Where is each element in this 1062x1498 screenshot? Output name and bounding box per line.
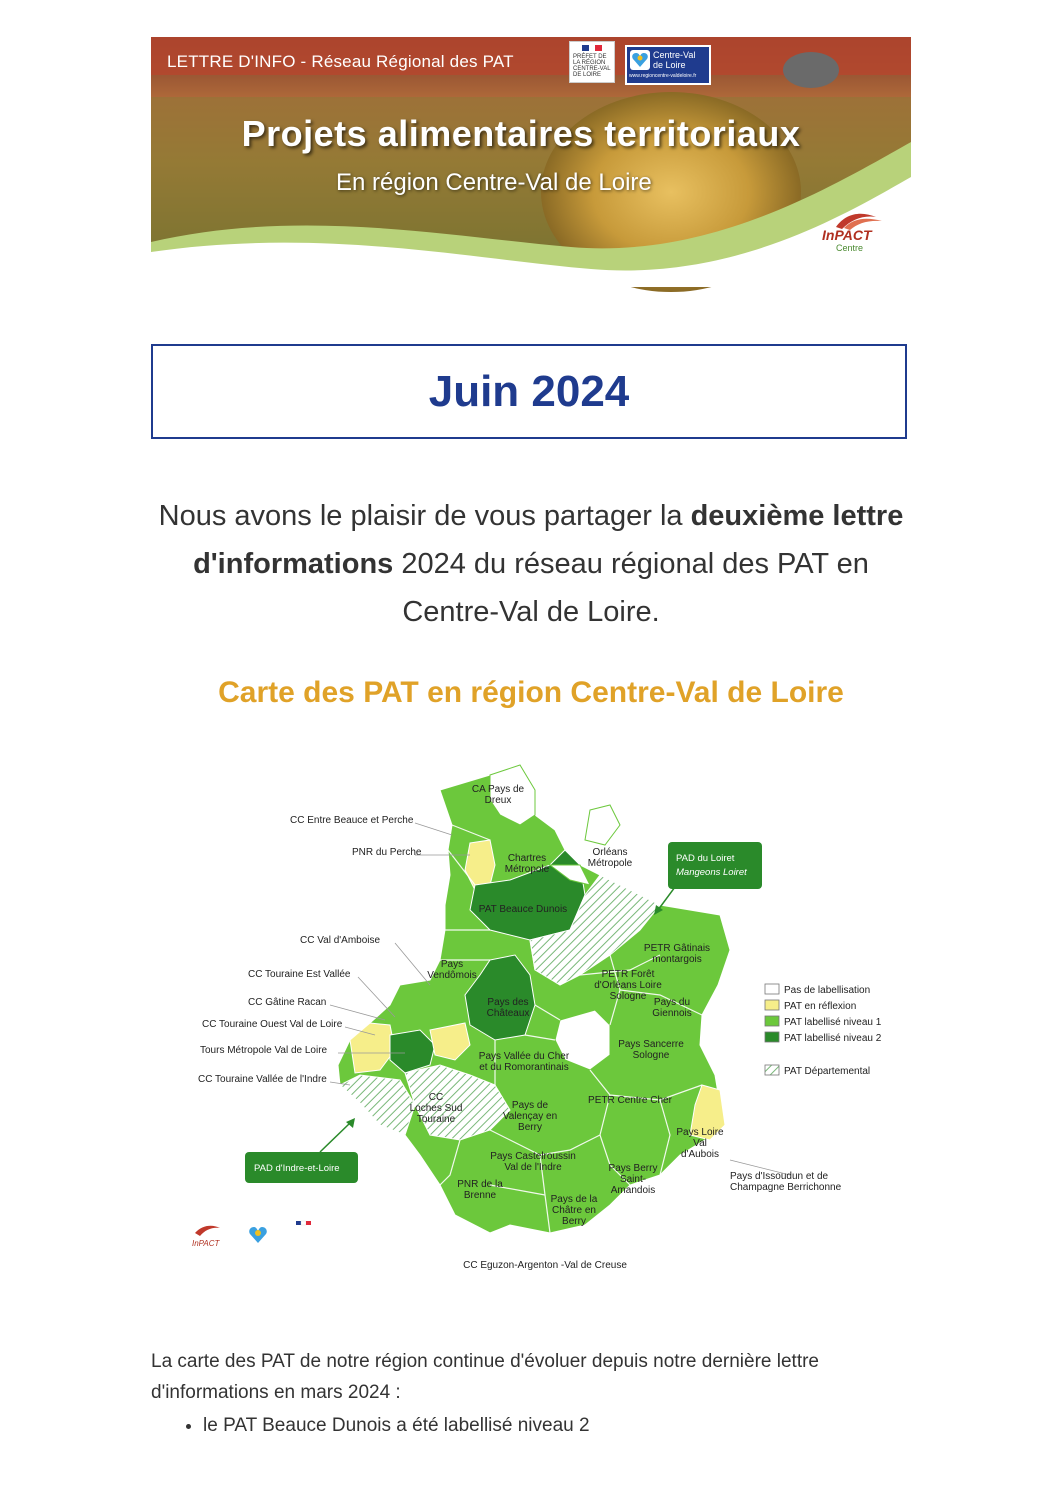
banner-title: Projets alimentaires territoriaux <box>241 113 801 154</box>
date-box <box>151 344 907 439</box>
impact-logo: InPACT Centre <box>816 209 896 253</box>
changes-list <box>151 1410 973 1441</box>
intro-paragraph: Nous avons le plaisir de vous partager la deuxième lettre d'informations 2024 du réseau régional des PAT en Centre-Val de Loire. <box>158 500 904 628</box>
map-region-label: Pays Castelroussin Val de l'Indre <box>490 1151 576 1173</box>
legend-swatch-niveau1 <box>765 1016 779 1026</box>
map-region-label: CC Eguzon-Argenton -Val de Creuse <box>463 1260 627 1271</box>
map-legend <box>765 984 882 1077</box>
callout-pad-loiret <box>654 842 762 915</box>
map-region-label: Orléans Métropole <box>587 847 633 869</box>
map-description: La carte des PAT de notre région continue d'évoluer depuis notre dernière lettre d'informations en mars 2024 : <box>151 1351 819 1403</box>
map-region-label: Pays Vallée du Cher et du Romorantinais <box>478 1051 570 1073</box>
svg-text:PAD du Loiret: PAD du Loiret <box>676 853 735 864</box>
map-region-label: Pays Vendômois <box>427 959 477 981</box>
list-item: • le PAT Beauce Dunois a été labellisé niveau 2 <box>203 1410 973 1441</box>
banner-top-label: LETTRE D'INFO - Réseau Régional des PAT <box>167 52 514 71</box>
legend-swatch-none <box>765 984 779 994</box>
map-region-label: Pays Berry Saint-Amandois <box>608 1163 658 1196</box>
map-region-label: Pays d'Issoudun et de Champagne Berrichonne <box>730 1171 842 1193</box>
svg-text:Pas de labellisation: Pas de labellisation <box>784 985 871 996</box>
map-region-label: Pays des Châteaux <box>486 997 530 1019</box>
legend-swatch-niveau2 <box>765 1032 779 1042</box>
map-region-label: CC Touraine Est Vallée <box>248 969 351 980</box>
map-region-label: Pays de Valençay en Berry <box>502 1100 558 1133</box>
map-region-label: CC Loches Sud Touraine <box>409 1092 463 1125</box>
region-logo: Centre-Val de Loire www.regioncentre-valdeloire.fr <box>625 45 711 85</box>
intro-highlight: deuxième lettre d'informations <box>193 500 904 580</box>
map-region-label: CC Touraine Ouest Val de Loire <box>202 1019 343 1030</box>
map-region-label: PNR du Perche <box>352 847 422 858</box>
map-region-label: Pays du Giennois <box>652 997 692 1019</box>
map-region-label: Pays Loire Val d'Aubois <box>676 1127 724 1160</box>
map-impact-swoosh-icon <box>195 1226 220 1236</box>
map-region-label: PETR Centre Cher <box>588 1095 672 1106</box>
svg-text:PAT labellisé niveau 1: PAT labellisé niveau 1 <box>784 1017 882 1028</box>
callout-pad-indre-loire <box>245 1118 358 1183</box>
banner-subtitle: En région Centre-Val de Loire <box>336 169 652 196</box>
map-region-label: CC Touraine Vallée de l'Indre <box>198 1074 327 1085</box>
svg-text:InPACT: InPACT <box>192 1239 220 1248</box>
legend-swatch-reflexion <box>765 1000 779 1010</box>
map-region-label: CC Gâtine Racan <box>248 997 327 1008</box>
region-heart-icon <box>630 50 650 70</box>
map-region-label: PAT Beauce Dunois <box>478 904 568 915</box>
header-banner <box>151 37 911 287</box>
map-region-label: PETR Gâtinais montargois <box>643 943 711 965</box>
svg-text:Mangeons Loiret: Mangeons Loiret <box>676 867 747 878</box>
map-region-label: Pays de la Châtre en Berry <box>550 1194 598 1227</box>
map-heading: Carte des PAT en région Centre-Val de Loire <box>218 676 844 709</box>
banner-illustration <box>151 37 911 287</box>
map-region-label: Tours Métropole Val de Loire <box>200 1045 328 1056</box>
map-logos <box>192 1221 330 1248</box>
prefecture-logo: PRÉFET DE LA RÉGION CENTRE-VAL DE LOIRE <box>569 41 615 83</box>
svg-text:PAD d'Indre-et-Loire: PAD d'Indre-et-Loire <box>254 1163 340 1174</box>
newsletter-date: Juin 2024 <box>428 366 630 416</box>
map-region-label: PETR Forêt d'Orléans Loire Sologne <box>594 969 662 1002</box>
map-region-label: Pays Sancerre Sologne <box>618 1039 684 1061</box>
map-prefecture-logo <box>296 1228 330 1244</box>
svg-text:PAT en réflexion: PAT en réflexion <box>784 1001 857 1012</box>
svg-text:PAT labellisé niveau 2: PAT labellisé niveau 2 <box>784 1033 882 1044</box>
legend-swatch-departemental <box>765 1065 779 1075</box>
map-region-label: CC Entre Beauce et Perche <box>290 815 414 826</box>
svg-text:PAT Départemental: PAT Départemental <box>784 1066 871 1077</box>
map-region-label: PNR de la Brenne <box>457 1179 503 1201</box>
map-region-label: CC Val d'Amboise <box>300 935 381 946</box>
pat-map <box>190 755 882 1275</box>
map-region-label: CA Pays de Dreux <box>471 784 525 806</box>
region-blank-east <box>585 805 620 845</box>
pat-map-svg <box>190 755 882 1275</box>
map-region-label: Chartres Métropole <box>504 853 550 875</box>
